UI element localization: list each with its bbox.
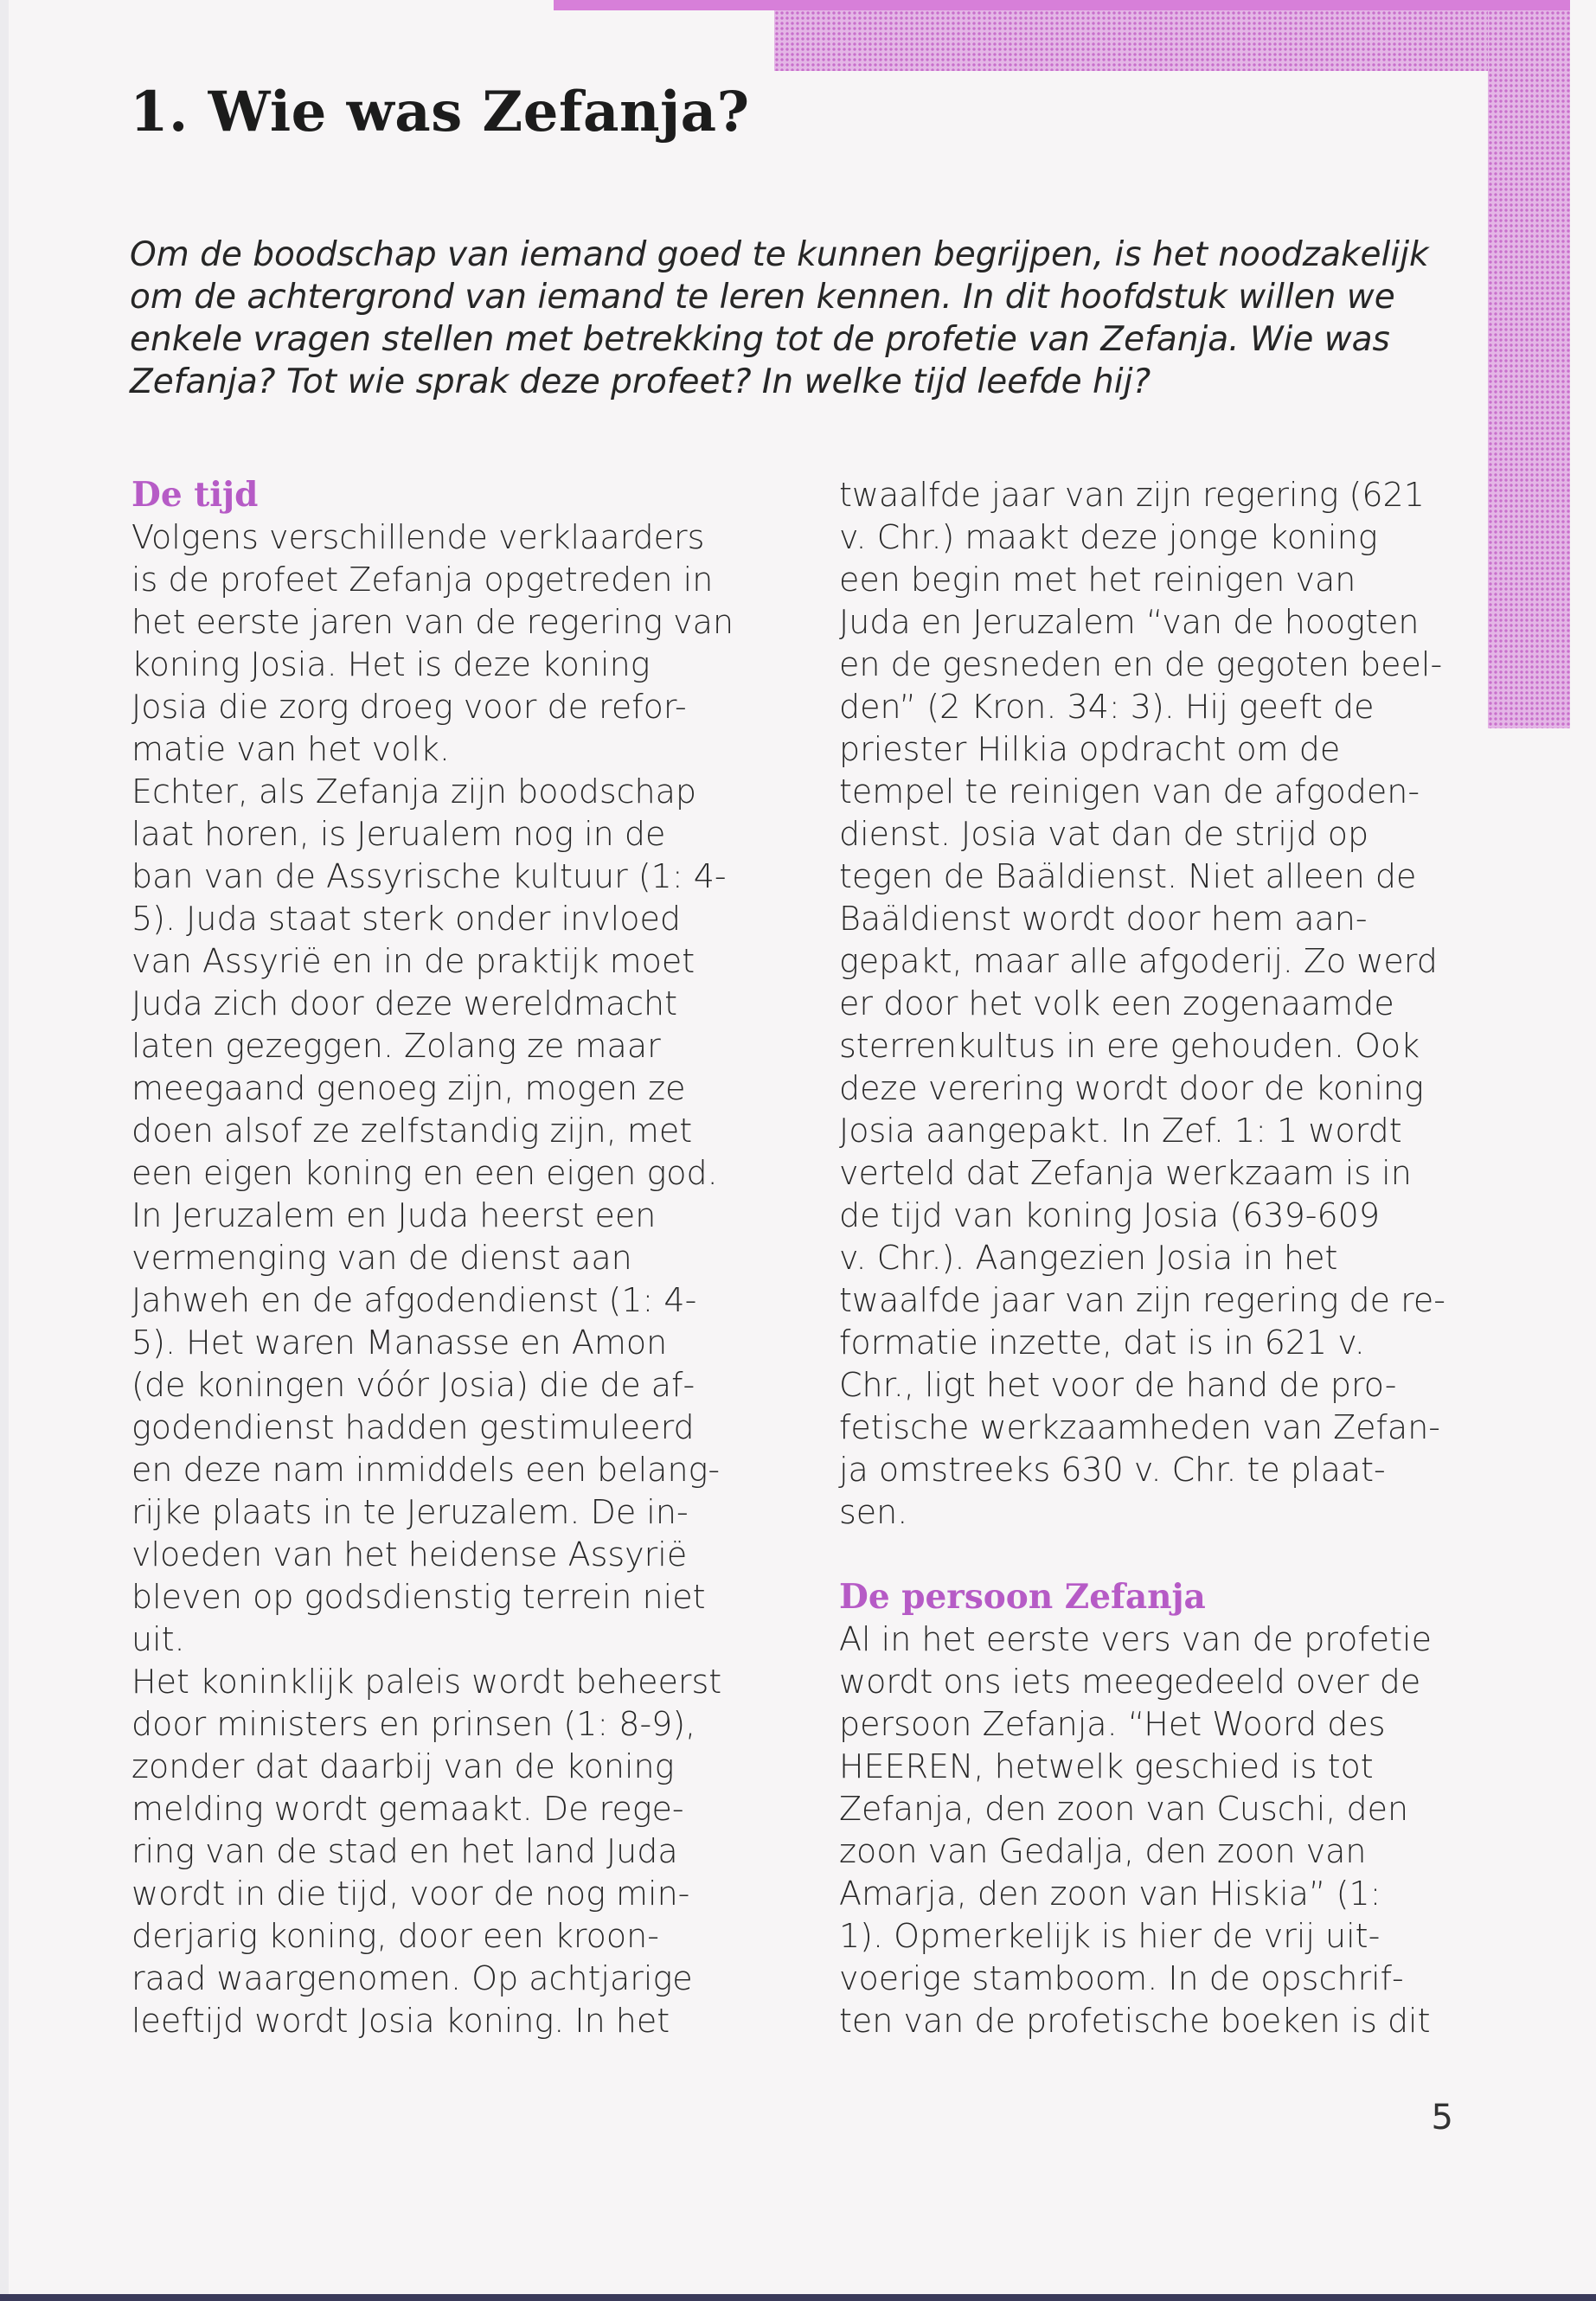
text-line: Josia die zorg droeg voor de refor- xyxy=(131,688,687,726)
text-line: ja omstreeks 630 v. Chr. te plaat- xyxy=(839,1451,1386,1489)
text-line: Al in het eerste vers van de profetie xyxy=(839,1620,1432,1658)
text-line: vermenging van de dienst aan xyxy=(131,1239,632,1277)
text-line: de tijd van koning Josia (639-609 xyxy=(839,1196,1381,1234)
text-line: (de koningen vóór Josia) die de af- xyxy=(131,1366,695,1404)
text-line: rijke plaats in te Jeruzalem. De in- xyxy=(131,1493,689,1531)
top-accent-band xyxy=(554,0,1570,10)
right-column-body-bottom xyxy=(839,1618,1479,2042)
text-line: Zefanja, den zoon van Cuschi, den xyxy=(839,1790,1409,1828)
right-column-body-top xyxy=(839,474,1479,1534)
text-line: Baäldienst wordt door hem aan- xyxy=(839,900,1368,938)
text-line: laten gezeggen. Zolang ze maar xyxy=(131,1027,661,1065)
left-column xyxy=(131,474,772,2042)
text-line: den” (2 Kron. 34: 3). Hij geeft de xyxy=(839,688,1375,726)
text-line: v. Chr.) maakt deze jonge koning xyxy=(839,518,1378,556)
text-line: deze verering wordt door de koning xyxy=(839,1069,1424,1107)
text-line: is de profeet Zefanja opgetreden in xyxy=(131,561,714,599)
text-line: verteld dat Zefanja werkzaam is in xyxy=(839,1154,1412,1192)
text-line: er door het volk een zogenaamde xyxy=(839,984,1394,1022)
text-line: formatie inzette, dat is in 621 v. xyxy=(839,1324,1365,1362)
text-line: voerige stamboom. In de opschrif- xyxy=(839,1959,1404,1997)
text-line: Juda en Jeruzalem “van de hoogten xyxy=(839,603,1420,641)
text-line: persoon Zefanja. “Het Woord des xyxy=(839,1705,1386,1743)
text-line: twaalfde jaar van zijn regering de re- xyxy=(839,1281,1446,1319)
text-line: sen. xyxy=(839,1493,908,1531)
text-line: meegaand genoeg zijn, mogen ze xyxy=(131,1069,686,1107)
text-line: melding wordt gemaakt. De rege- xyxy=(131,1790,684,1828)
text-line: koning Josia. Het is deze koning xyxy=(131,645,651,683)
text-line: gepakt, maar alle afgoderij. Zo werd xyxy=(839,942,1438,980)
text-line: van Assyrië en in de praktijk moet xyxy=(131,942,695,980)
text-line: zonder dat daarbij van de koning xyxy=(131,1747,675,1785)
right-halftone-decoration xyxy=(1488,10,1570,728)
text-line: wordt in die tijd, voor de nog min- xyxy=(131,1875,690,1913)
bottom-edge-bar xyxy=(0,2294,1596,2301)
text-line: sterrenkultus in ere gehouden. Ook xyxy=(839,1027,1420,1065)
text-line: Echter, als Zefanja zijn boodschap xyxy=(131,772,696,811)
text-line: bleven op godsdienstig terrein niet xyxy=(131,1578,706,1616)
text-line: twaalfde jaar van zijn regering (621 xyxy=(839,476,1425,514)
text-line: Chr., ligt het voor de hand de pro- xyxy=(839,1366,1397,1404)
page-number: 5 xyxy=(1431,2098,1453,2138)
text-line: vloeden van het heidense Assyrië xyxy=(131,1535,688,1574)
text-line: priester Hilkia opdracht om de xyxy=(839,730,1341,768)
text-line: In Jeruzalem en Juda heerst een xyxy=(131,1196,657,1234)
text-line: 5). Juda staat sterk onder invloed xyxy=(131,900,681,938)
text-line: doen alsof ze zelfstandig zijn, met xyxy=(131,1112,693,1150)
text-line: laat horen, is Jerualem nog in de xyxy=(131,815,666,853)
right-column xyxy=(839,474,1479,2042)
text-line: matie van het volk. xyxy=(131,730,450,768)
text-line: een begin met het reinigen van xyxy=(839,561,1356,599)
text-line: ten van de profetische boeken is dit xyxy=(839,2002,1431,2040)
text-line: dienst. Josia vat dan de strijd op xyxy=(839,815,1369,853)
chapter-title: 1. Wie was Zefanja? xyxy=(130,80,750,144)
top-halftone-decoration xyxy=(774,10,1570,71)
text-line: zoon van Gedalja, den zoon van xyxy=(839,1832,1367,1870)
text-line: raad waargenomen. Op achtjarige xyxy=(131,1959,693,1997)
text-line: Josia aangepakt. In Zef. 1: 1 wordt xyxy=(839,1112,1402,1150)
section-heading-de-tijd: De tijd xyxy=(131,475,259,515)
text-line: HEEREN, hetwelk geschied is tot xyxy=(839,1747,1374,1785)
text-line: Jahweh en de afgodendienst (1: 4- xyxy=(131,1281,697,1319)
text-line: 1). Opmerkelijk is hier de vrij uit- xyxy=(839,1917,1381,1955)
text-line: tegen de Baäldienst. Niet alleen de xyxy=(839,857,1417,895)
text-line: het eerste jaren van de regering van xyxy=(131,603,734,641)
text-line: 5). Het waren Manasse en Amon xyxy=(131,1324,668,1362)
chapter-intro: Om de boodschap van iemand goed te kunnen begrijpen, is het noodzakelijk om de achtergrond van iemand te leren kennen. In dit hoofdstuk willen we enkele vragen stellen met betrekking tot de profetie van Zefanja. Wie was Zefanja? Tot wie sprak deze profeet? In welke tijd leefde hij? xyxy=(130,235,1429,401)
page-edge-shadow xyxy=(0,0,9,2301)
text-line: wordt ons iets meegedeeld over de xyxy=(839,1663,1421,1701)
text-line: derjarig koning, door een kroon- xyxy=(131,1917,659,1955)
text-line: door ministers en prinsen (1: 8-9), xyxy=(131,1705,696,1743)
text-line: godendienst hadden gestimuleerd xyxy=(131,1408,695,1446)
text-line: ban van de Assyrische kultuur (1: 4- xyxy=(131,857,727,895)
text-line: een eigen koning en een eigen god. xyxy=(131,1154,718,1192)
text-line: Volgens verschillende verklaarders xyxy=(131,518,705,556)
section-heading-de-persoon-zefanja: De persoon Zefanja xyxy=(839,1577,1206,1617)
text-line: ring van de stad en het land Juda xyxy=(131,1832,678,1870)
text-line: uit. xyxy=(131,1620,185,1658)
left-column-body xyxy=(131,516,772,2042)
text-line: leeftijd wordt Josia koning. In het xyxy=(131,2002,670,2040)
text-line: tempel te reinigen van de afgoden- xyxy=(839,772,1420,811)
text-line: Het koninklijk paleis wordt beheerst xyxy=(131,1663,722,1701)
text-line: fetische werkzaamheden van Zefan- xyxy=(839,1408,1441,1446)
text-line: v. Chr.). Aangezien Josia in het xyxy=(839,1239,1338,1277)
section-spacer xyxy=(839,1534,1479,1576)
text-line: en de gesneden en de gegoten beel- xyxy=(839,645,1443,683)
text-line: en deze nam inmiddels een belang- xyxy=(131,1451,721,1489)
text-line: Amarja, den zoon van Hiskia” (1: xyxy=(839,1875,1381,1913)
text-line: Juda zich door deze wereldmacht xyxy=(131,984,678,1022)
